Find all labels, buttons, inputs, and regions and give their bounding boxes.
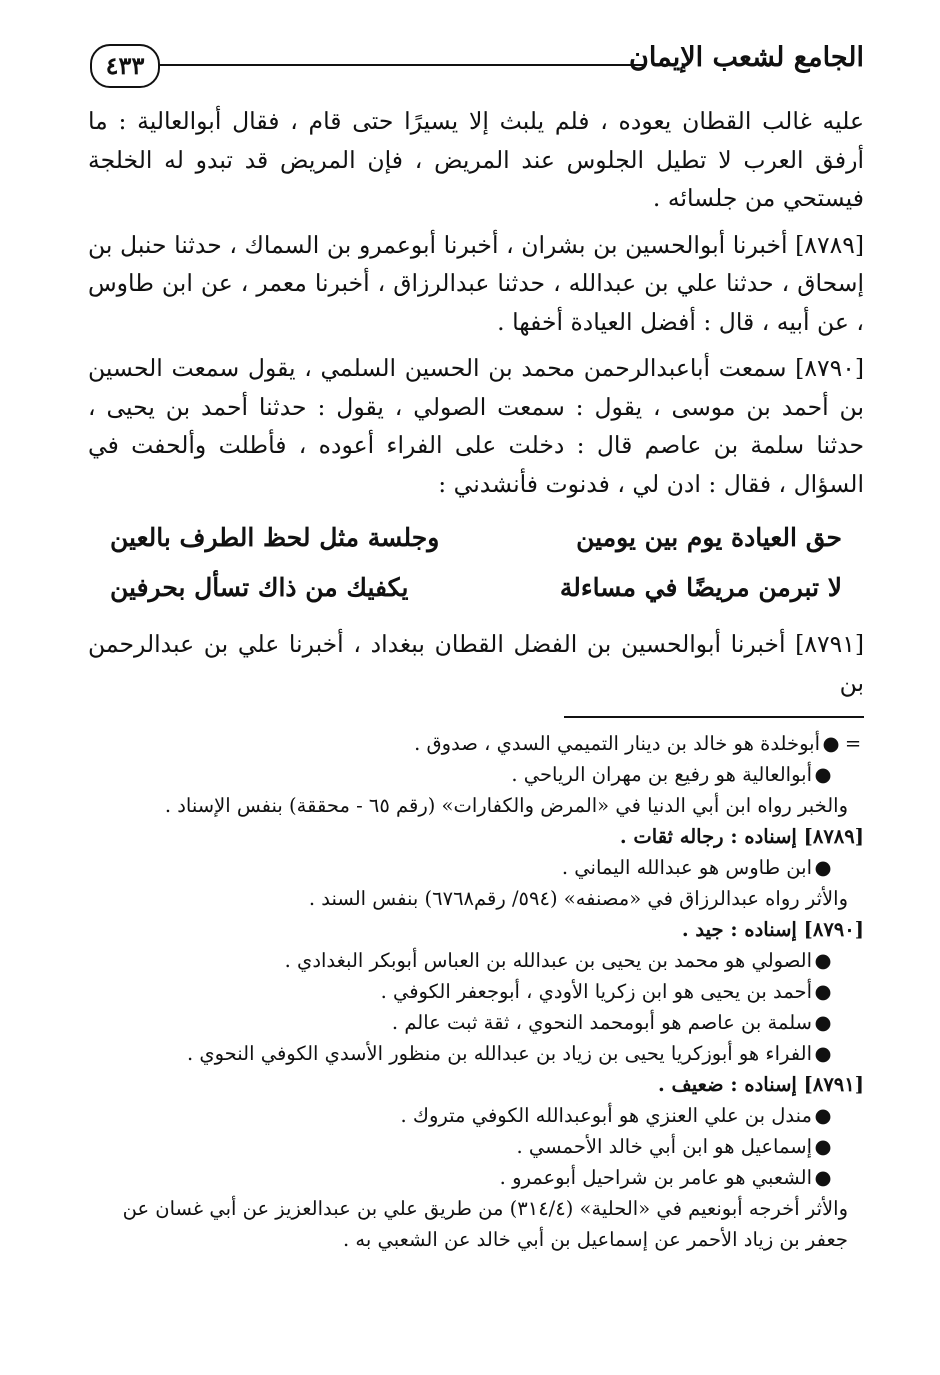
document-page	[88, 36, 864, 1336]
footnote-separator	[564, 716, 864, 718]
bullet-icon: ●	[822, 732, 840, 755]
bullet-icon: ●	[814, 856, 832, 879]
footnote-line: ● الشعبي هو عامر بن شراحيل أبوعمرو .	[88, 1162, 864, 1193]
bullet-icon: ●	[814, 980, 832, 1003]
main-text	[88, 102, 864, 702]
paragraph-8791: [٨٧٩١] أخبرنا أبوالحسين بن الفضل القطان ببغداد ، أخبرنا علي بن عبدالرحمن بن	[88, 630, 864, 697]
paragraph-8790: [٨٧٩٠] سمعت أباعبدالرحمن محمد بن الحسين السلمي ، يقول سمعت الحسين بن أحمد بن موسى ، يقول : سمعت الصولي ، يقول : حدثنا أحمد بن يحيى ، حدثنا سلمة بن عاصم قال : دخلت على الفراء أعوده ، فأطلت وألحفت في السؤال ، فقال : ادن لي ، فدنوت فأنشدني :	[88, 354, 864, 498]
footnote-heading: [٨٧٨٩] إسناده : رجاله ثقات .	[619, 825, 864, 848]
page-number-badge: ٤٣٣	[90, 44, 160, 88]
footnote-line: والأثر رواه عبدالرزاق في «مصنفه» (٥٩٤/ رقم٦٧٦٨) بنفس السند .	[308, 887, 848, 910]
bullet-icon: ●	[814, 1166, 832, 1189]
footnote-line: ● مندل بن علي العنزي هو أبوعبدالله الكوفي متروك .	[88, 1100, 864, 1131]
footnote-line: ● أحمد بن يحيى هو ابن زكريا الأودي ، أبوجعفر الكوفي .	[88, 976, 864, 1007]
footnote-heading: [٨٧٩١] إسناده : ضعيف .	[657, 1073, 864, 1096]
footnote-line: ● الصولي هو محمد بن يحيى بن عبدالله بن العباس أبوبكر البغدادي .	[88, 945, 864, 976]
footnote-line: ● سلمة بن عاصم هو أبومحمد النحوي ، ثقة ثبت عالم .	[88, 1007, 864, 1038]
paragraph-continuation: عليه غالب القطان يعوده ، فلم يلبث إلا يسيرًا حتى قام ، فقال أبوالعالية : ما أرفق العرب لا تطيل الجلوس عند المريض ، فإن المريض قد تبدو له الخلجة فيستحي من جلسائه .	[88, 107, 864, 212]
bullet-icon: ●	[814, 763, 832, 786]
poem	[110, 513, 842, 613]
poem-verse	[110, 513, 842, 563]
bullet-icon: ●	[814, 1011, 832, 1034]
bullet-icon: ●	[814, 1104, 832, 1127]
footnote-line: = ● أبوخلدة هو خالد بن دينار التميمي السدي ، صدوق .	[88, 728, 864, 759]
paragraph-8789: [٨٧٨٩] أخبرنا أبوالحسين بن بشران ، أخبرنا أبوعمرو بن السماك ، حدثنا حنبل بن إسحاق ، حدثنا علي بن عبدالله ، حدثنا عبدالرزاق ، أخبرنا معمر ، عن ابن طاوس ، عن أبيه ، قال : أفضل العيادة أخفها .	[88, 230, 864, 336]
footnotes	[88, 728, 864, 1255]
continuation-mark: =	[844, 732, 862, 755]
footnote-line: ● إسماعيل هو ابن أبي خالد الأحمسي .	[88, 1131, 864, 1162]
footnote-line: ● أبوالعالية هو رفيع بن مهران الرياحي .	[88, 759, 864, 790]
footnote-heading: [٨٧٩٠] إسناده : جيد .	[681, 918, 864, 941]
bullet-icon: ●	[814, 1042, 832, 1065]
footnote-line: والأثر أخرجه أبونعيم في «الحلية» (٣١٤/٤) من طريق علي بن عبدالعزيز عن أبي غسان عن جعفر بن زياد الأحمر عن إسماعيل بن أبي خالد عن الشعبي به .	[122, 1197, 848, 1251]
footnote-line: ● ابن طاوس هو عبدالله اليماني .	[88, 852, 864, 883]
poem-hemistich-first: حق العيادة يوم بين يومين	[576, 523, 842, 552]
poem-hemistich-first: لا تبرمن مريضًا في مساءلة	[559, 573, 842, 602]
poem-hemistich-second: يكفيك من ذاك تسأل بحرفين	[110, 573, 409, 602]
page-header	[88, 36, 864, 96]
bullet-icon: ●	[814, 949, 832, 972]
footnote-line: ● الفراء هو أبوزكريا يحيى بن زياد بن عبدالله بن منظور الأسدي الكوفي النحوي .	[88, 1038, 864, 1069]
running-title: الجامع لشعب الإيمان	[629, 42, 864, 73]
poem-verse	[110, 563, 842, 613]
header-rule	[158, 64, 646, 66]
bullet-icon: ●	[814, 1135, 832, 1158]
poem-hemistich-second: وجلسة مثل لحظ الطرف بالعين	[110, 523, 440, 552]
footnote-line: والخبر رواه ابن أبي الدنيا في «المرض والكفارات» (رقم ٦٥ - محققة) بنفس الإسناد .	[164, 794, 848, 817]
